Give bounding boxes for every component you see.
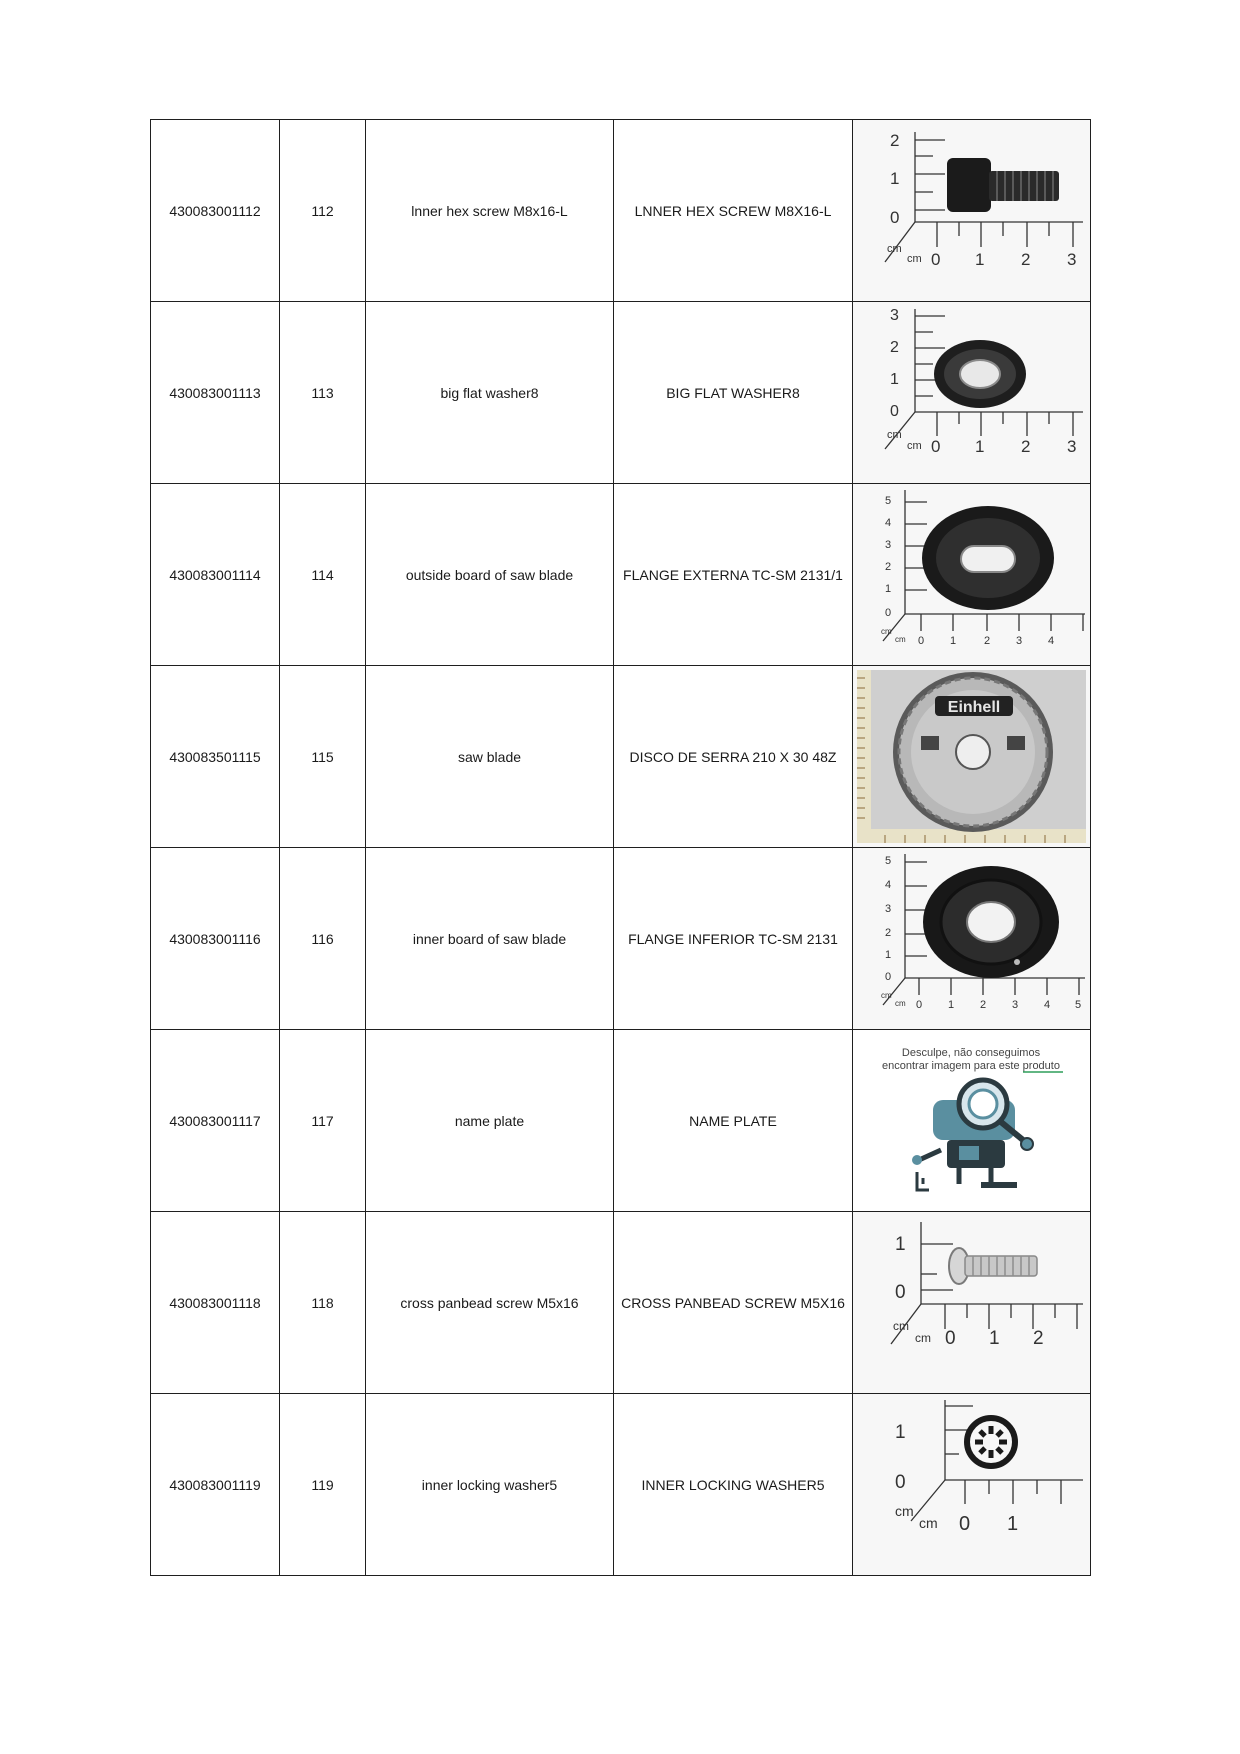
ruler-label: 4 <box>1048 635 1055 647</box>
description-en: inner locking washer5 <box>366 1394 614 1576</box>
description-pt: FLANGE EXTERNA TC-SM 2131/1 <box>614 484 853 666</box>
ruler-unit: cm <box>887 243 902 255</box>
table-row <box>151 666 1091 848</box>
ruler-unit: cm <box>919 1515 938 1531</box>
part-photo-pan-head-screw <box>853 1212 1091 1394</box>
position-number: 117 <box>280 1030 366 1212</box>
ruler-label: 1 <box>975 437 985 456</box>
description-en: name plate <box>366 1030 614 1212</box>
ruler-label: 2 <box>1033 1328 1044 1349</box>
ruler-label: 0 <box>890 403 899 420</box>
ruler-unit: cm <box>893 1319 909 1333</box>
part-photo-inner-flange <box>853 848 1091 1030</box>
ruler-unit: cm <box>907 253 922 265</box>
ruler-label: 5 <box>885 855 892 867</box>
no-image-placeholder <box>855 1032 1088 1209</box>
ruler-label: 0 <box>918 635 925 647</box>
part-photo-lock-washer <box>853 1394 1091 1576</box>
position-number: 118 <box>280 1212 366 1394</box>
ruler-label: 1 <box>989 1328 1000 1349</box>
description-en: big flat washer8 <box>366 302 614 484</box>
table-row <box>151 1212 1091 1394</box>
ruler-label: 0 <box>885 607 892 619</box>
part-photo-saw-blade <box>853 666 1091 848</box>
pan-head-screw-image <box>855 1214 1088 1391</box>
ruler-label: 0 <box>945 1328 956 1349</box>
ruler-label: 0 <box>890 208 900 227</box>
ruler-unit: cm <box>915 1331 931 1345</box>
outer-flange-image <box>855 486 1088 663</box>
ruler-label: 3 <box>1067 250 1077 269</box>
ruler-label: 0 <box>931 250 941 269</box>
description-en: cross panbead screw M5x16 <box>366 1212 614 1394</box>
ruler-label: 2 <box>885 561 892 573</box>
ruler-label: 2 <box>984 635 991 647</box>
placeholder-text-line1: Desculpe, não conseguimos <box>901 1047 1041 1059</box>
ruler-unit: cm <box>881 991 892 1000</box>
ruler-label: 1 <box>895 1422 906 1443</box>
robot-magnifier-icon <box>912 1080 1033 1190</box>
position-number: 113 <box>280 302 366 484</box>
ruler-unit: cm <box>895 1503 914 1519</box>
description-pt: DISCO DE SERRA 210 X 30 48Z <box>614 666 853 848</box>
description-pt: CROSS PANBEAD SCREW M5X16 <box>614 1212 853 1394</box>
table-row <box>151 120 1091 302</box>
article-number: 430083001118 <box>151 1212 280 1394</box>
article-number: 430083001117 <box>151 1030 280 1212</box>
inner-flange-image <box>855 850 1088 1027</box>
part-photo-hex-screw <box>853 120 1091 302</box>
ruler-label: 1 <box>890 169 900 188</box>
description-pt: LNNER HEX SCREW M8X16-L <box>614 120 853 302</box>
description-pt: NAME PLATE <box>614 1030 853 1212</box>
description-en: saw blade <box>366 666 614 848</box>
article-number: 430083001114 <box>151 484 280 666</box>
table-row <box>151 302 1091 484</box>
ruler-unit: cm <box>895 635 906 644</box>
article-number: 430083501115 <box>151 666 280 848</box>
parts-table <box>150 119 1091 1576</box>
part-photo-placeholder <box>853 1030 1091 1212</box>
ruler-label: 1 <box>950 635 957 647</box>
ruler-label: 3 <box>890 307 899 324</box>
ruler-label: 5 <box>885 495 892 507</box>
ruler-label: 2 <box>890 339 899 356</box>
placeholder-text-line2: encontrar imagem para este produto <box>882 1060 1060 1072</box>
description-pt: BIG FLAT WASHER8 <box>614 302 853 484</box>
ruler-label: 2 <box>890 131 900 150</box>
ruler-label: 2 <box>1021 250 1031 269</box>
description-en: lnner hex screw M8x16-L <box>366 120 614 302</box>
ruler-unit: cm <box>907 440 922 452</box>
ruler-label: 1 <box>948 999 955 1011</box>
ruler-unit: cm <box>887 429 902 441</box>
saw-blade-brand: Einhell <box>947 699 1001 716</box>
ruler-label: 5 <box>1075 999 1082 1011</box>
ruler-label: 1 <box>975 250 985 269</box>
ruler-label: 2 <box>980 999 987 1011</box>
ruler-label: 0 <box>931 437 941 456</box>
table-row <box>151 1030 1091 1212</box>
ruler-label: 3 <box>1016 635 1023 647</box>
ruler-label: 1 <box>885 583 892 595</box>
ruler-label: 4 <box>1044 999 1051 1011</box>
ruler-label: 3 <box>885 903 892 915</box>
description-en: inner board of saw blade <box>366 848 614 1030</box>
position-number: 112 <box>280 120 366 302</box>
article-number: 430083001112 <box>151 120 280 302</box>
ruler-label: 0 <box>885 971 892 983</box>
ruler-label: 4 <box>885 879 892 891</box>
ruler-label: 3 <box>1012 999 1019 1011</box>
ruler-label: 0 <box>916 999 923 1011</box>
ruler-label: 0 <box>895 1472 906 1493</box>
part-photo-flat-washer <box>853 302 1091 484</box>
table-row <box>151 848 1091 1030</box>
article-number: 430083001116 <box>151 848 280 1030</box>
position-number: 114 <box>280 484 366 666</box>
position-number: 116 <box>280 848 366 1030</box>
ruler-label: 1 <box>1007 1513 1019 1535</box>
article-number: 430083001119 <box>151 1394 280 1576</box>
ruler-label: 1 <box>885 949 892 961</box>
table-row <box>151 484 1091 666</box>
description-pt: FLANGE INFERIOR TC-SM 2131 <box>614 848 853 1030</box>
ruler-label: 1 <box>895 1234 906 1255</box>
lock-washer-image <box>855 1396 1088 1573</box>
flat-washer-image <box>855 304 1088 481</box>
position-number: 115 <box>280 666 366 848</box>
hex-screw-image <box>855 122 1088 299</box>
ruler-label: 2 <box>885 927 892 939</box>
article-number: 430083001113 <box>151 302 280 484</box>
ruler-unit: cm <box>881 627 892 636</box>
ruler-label: 2 <box>1021 437 1031 456</box>
table-row <box>151 1394 1091 1576</box>
position-number: 119 <box>280 1394 366 1576</box>
ruler-unit: cm <box>895 999 906 1008</box>
ruler-label: 3 <box>1067 437 1077 456</box>
saw-blade-image <box>855 668 1088 845</box>
part-photo-outer-flange <box>853 484 1091 666</box>
description-en: outside board of saw blade <box>366 484 614 666</box>
description-pt: INNER LOCKING WASHER5 <box>614 1394 853 1576</box>
ruler-label: 0 <box>895 1282 906 1303</box>
ruler-label: 3 <box>885 539 892 551</box>
ruler-label: 4 <box>885 517 892 529</box>
ruler-label: 1 <box>890 371 899 388</box>
ruler-label: 0 <box>959 1513 971 1535</box>
